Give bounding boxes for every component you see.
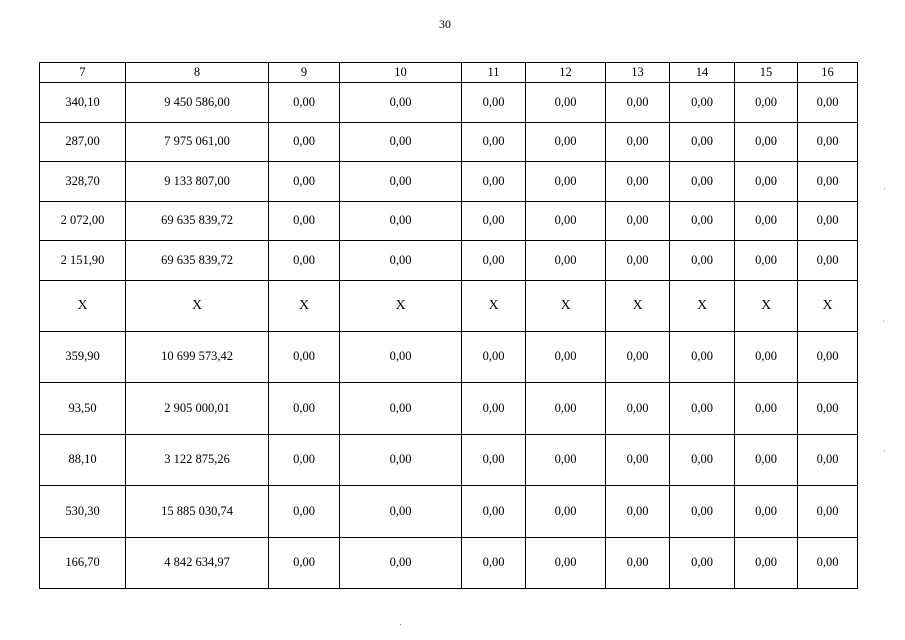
table-row (40, 280, 858, 331)
table-cell: 0,00 (670, 537, 735, 589)
table-row (40, 83, 858, 123)
table-cell: X (40, 280, 126, 331)
table-cell: 0,00 (526, 83, 606, 123)
table-cell: 0,00 (269, 331, 340, 383)
table-cell: 0,00 (606, 201, 670, 241)
table-cell: 287,00 (40, 122, 126, 162)
table-cell: 0,00 (269, 434, 340, 486)
page-number: 30 (439, 17, 451, 31)
table-cell: 0,00 (462, 122, 526, 162)
table-cell: 0,00 (735, 537, 798, 589)
table-row (40, 122, 858, 162)
table-row (40, 383, 858, 435)
table-header-row (40, 63, 858, 83)
table-cell: X (735, 280, 798, 331)
table-cell: 69 635 839,72 (126, 241, 269, 281)
table-cell: 0,00 (735, 201, 798, 241)
column-header: 12 (526, 63, 606, 83)
table-cell: 0,00 (340, 241, 462, 281)
table-row (40, 434, 858, 486)
table-cell: 9 450 586,00 (126, 83, 269, 123)
table-cell: 0,00 (526, 201, 606, 241)
table-cell: 0,00 (269, 486, 340, 538)
table-cell: 0,00 (340, 331, 462, 383)
table-cell: 0,00 (735, 434, 798, 486)
table-cell: 0,00 (526, 537, 606, 589)
table-cell: 0,00 (670, 486, 735, 538)
table-cell: 0,00 (526, 122, 606, 162)
scan-speck (884, 450, 885, 451)
table-cell: 0,00 (606, 162, 670, 202)
table-cell: 0,00 (340, 122, 462, 162)
table-cell: 0,00 (798, 162, 858, 202)
table-cell: X (670, 280, 735, 331)
data-table (39, 62, 858, 589)
scan-speck (883, 321, 884, 322)
table-cell: 10 699 573,42 (126, 331, 269, 383)
table-cell: 0,00 (670, 383, 735, 435)
table-cell: 340,10 (40, 83, 126, 123)
table-cell: 0,00 (462, 201, 526, 241)
table-cell: X (269, 280, 340, 331)
table-cell: 0,00 (670, 434, 735, 486)
table-cell: 0,00 (798, 241, 858, 281)
table-cell: 0,00 (670, 83, 735, 123)
table-cell: 166,70 (40, 537, 126, 589)
table-cell: 69 635 839,72 (126, 201, 269, 241)
column-header: 10 (340, 63, 462, 83)
table-cell: 0,00 (606, 383, 670, 435)
table-row (40, 486, 858, 538)
table-cell: 2 905 000,01 (126, 383, 269, 435)
table-cell: 0,00 (798, 201, 858, 241)
table-cell: 0,00 (735, 162, 798, 202)
table-cell: 0,00 (606, 331, 670, 383)
table-cell: 0,00 (462, 331, 526, 383)
table-cell: 0,00 (798, 434, 858, 486)
table-cell: 0,00 (670, 241, 735, 281)
column-header: 7 (40, 63, 126, 83)
column-header: 9 (269, 63, 340, 83)
table-cell: 0,00 (606, 241, 670, 281)
table-cell: 0,00 (462, 383, 526, 435)
table-cell: 0,00 (670, 331, 735, 383)
table-row (40, 537, 858, 589)
table-cell: 0,00 (462, 241, 526, 281)
table-cell: 0,00 (735, 383, 798, 435)
table-cell: 7 975 061,00 (126, 122, 269, 162)
column-header: 16 (798, 63, 858, 83)
table-cell: 0,00 (735, 241, 798, 281)
column-header: 11 (462, 63, 526, 83)
table-cell: 0,00 (462, 434, 526, 486)
table-cell: 0,00 (526, 331, 606, 383)
table-cell: 0,00 (798, 537, 858, 589)
table-cell: 0,00 (462, 83, 526, 123)
table-cell: 0,00 (269, 241, 340, 281)
column-header: 15 (735, 63, 798, 83)
table-cell: 0,00 (269, 537, 340, 589)
table-cell: 359,90 (40, 331, 126, 383)
table-cell: 0,00 (798, 83, 858, 123)
table-cell: 15 885 030,74 (126, 486, 269, 538)
table-cell: 0,00 (269, 383, 340, 435)
table-cell: 0,00 (340, 537, 462, 589)
table-cell: 0,00 (340, 201, 462, 241)
table-cell: 0,00 (269, 162, 340, 202)
table-cell: X (526, 280, 606, 331)
table-cell: 0,00 (269, 122, 340, 162)
table-cell: X (126, 280, 269, 331)
table-cell: 0,00 (735, 331, 798, 383)
table-cell: 0,00 (269, 201, 340, 241)
table-cell: 88,10 (40, 434, 126, 486)
table-row (40, 241, 858, 281)
table-cell: 0,00 (526, 162, 606, 202)
table-cell: 0,00 (526, 241, 606, 281)
table-row (40, 331, 858, 383)
table-row (40, 162, 858, 202)
table-cell: 0,00 (735, 83, 798, 123)
table-cell: 0,00 (670, 162, 735, 202)
table-cell: X (462, 280, 526, 331)
table-cell: 0,00 (526, 383, 606, 435)
table-cell: 0,00 (798, 331, 858, 383)
table-cell: 0,00 (462, 537, 526, 589)
table-cell: 530,30 (40, 486, 126, 538)
table-cell: 0,00 (606, 83, 670, 123)
table-cell: 0,00 (798, 486, 858, 538)
table-cell: 0,00 (340, 486, 462, 538)
table-cell: 0,00 (340, 434, 462, 486)
table-cell: X (798, 280, 858, 331)
table-cell: 93,50 (40, 383, 126, 435)
table-cell: 0,00 (269, 83, 340, 123)
table-cell: 0,00 (670, 201, 735, 241)
table-cell: 0,00 (670, 122, 735, 162)
column-header: 14 (670, 63, 735, 83)
column-header: 13 (606, 63, 670, 83)
table-cell: 0,00 (606, 537, 670, 589)
table-row (40, 201, 858, 241)
table-cell: 2 151,90 (40, 241, 126, 281)
scan-speck (884, 188, 885, 189)
table-cell: 0,00 (606, 122, 670, 162)
table-cell: 0,00 (735, 486, 798, 538)
table-cell: 0,00 (526, 434, 606, 486)
scan-speck (400, 624, 401, 625)
table-cell: 0,00 (462, 162, 526, 202)
column-header: 8 (126, 63, 269, 83)
table-cell: 2 072,00 (40, 201, 126, 241)
table-cell: 0,00 (606, 434, 670, 486)
table-cell: 0,00 (340, 162, 462, 202)
table-cell: 0,00 (462, 486, 526, 538)
table-cell: 9 133 807,00 (126, 162, 269, 202)
table-cell: 0,00 (798, 383, 858, 435)
table-cell: 0,00 (798, 122, 858, 162)
table-cell: 0,00 (526, 486, 606, 538)
table-cell: 0,00 (735, 122, 798, 162)
table-cell: X (340, 280, 462, 331)
table-cell: 3 122 875,26 (126, 434, 269, 486)
table-cell: 4 842 634,97 (126, 537, 269, 589)
table-cell: 0,00 (606, 486, 670, 538)
table-cell: 0,00 (340, 383, 462, 435)
table-cell: 0,00 (340, 83, 462, 123)
table-cell: 328,70 (40, 162, 126, 202)
table-cell: X (606, 280, 670, 331)
